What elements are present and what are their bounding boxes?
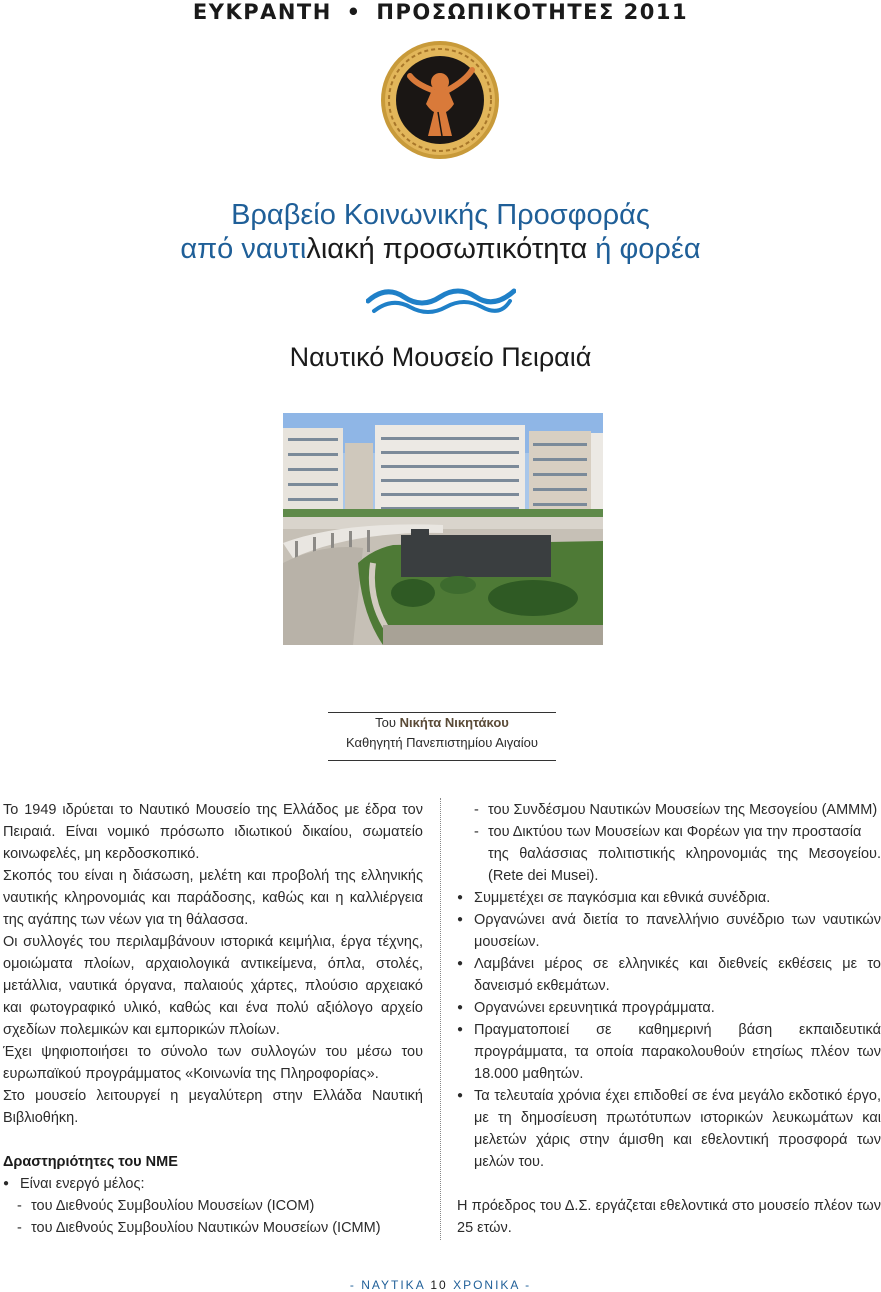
author-bottom-rule bbox=[328, 760, 556, 761]
header-right: ΠΡΟΣΩΠΙΚΟΤΗΤΕΣ 2011 bbox=[376, 0, 689, 24]
list-item: - του Διεθνούς Συμβουλίου Μουσείων (ICOM) bbox=[17, 1195, 423, 1217]
wave-ornament-icon bbox=[366, 281, 516, 317]
header-bullet: • bbox=[346, 0, 362, 24]
museum-photo bbox=[283, 413, 603, 645]
award-line-2-end: ή φορέα bbox=[587, 233, 701, 265]
footer-right: ΧΡΟΝΙΚΑ - bbox=[447, 1278, 532, 1292]
list-item-continuation: της θαλάσσιας πολιτιστικής κληρονομιάς της Μεσογείου. (Rete dei Musei). bbox=[488, 846, 881, 884]
award-line-1: Βραβείο Κοινωνικής Προσφοράς bbox=[231, 199, 650, 231]
right-column bbox=[457, 799, 881, 1239]
list-item: ● Οργανώνει ανά διετία το πανελλήνιο συνέδριο των ναυτικών μουσείων. bbox=[457, 909, 881, 953]
list-item: ● Τα τελευταία χρόνια έχει επιδοθεί σε ένα μεγάλο εκδοτικό έργο, με τη δημοσίευση πρωτότυπων ιστορικών λευκωμάτων και μελετών χάρις στην άμισθη και εθελοντική προσφορά των μελών του. bbox=[457, 1085, 881, 1173]
paragraph: Η πρόεδρος του Δ.Σ. εργάζεται εθελοντικά στο μουσείο πλέον των 25 ετών. bbox=[457, 1198, 881, 1236]
author-title: Καθηγητή Πανεπιστημίου Αιγαίου bbox=[345, 735, 539, 750]
award-line-2-middle: λιακή προσωπικότητα bbox=[306, 233, 588, 265]
left-column bbox=[3, 799, 423, 1239]
author-name: Νικήτα Νικητάκου bbox=[399, 715, 509, 730]
paragraph: Στο μουσείο λειτουργεί η μεγαλύτερη στην Ελλάδα Ναυτική Βιβλιοθήκη. bbox=[3, 1088, 423, 1126]
page-footer bbox=[0, 1278, 881, 1292]
header-left: ΕΥΚΡΑΝΤΗ bbox=[192, 0, 332, 24]
list-item: ● Πραγματοποιεί σε καθημερινή βάση εκπαιδευτικά προγράμματα, τα οποία παρακολουθούν ετησίως πλέον των 18.000 μαθητών. bbox=[457, 1019, 881, 1085]
spacer bbox=[457, 1173, 881, 1195]
museum-name: Ναυτικό Μουσείο Πειραιά bbox=[289, 342, 592, 372]
list-item: - του Διεθνούς Συμβουλίου Ναυτικών Μουσείων (ICMM) bbox=[17, 1217, 423, 1239]
author-prefix: Του bbox=[375, 715, 400, 730]
column-divider bbox=[440, 798, 441, 1240]
list-item: - του Συνδέσμου Ναυτικών Μουσείων της Μεσογείου (AMMM) bbox=[474, 799, 881, 821]
award-title bbox=[0, 198, 881, 266]
list-item: ● Είναι ενεργό μέλος: bbox=[3, 1173, 423, 1195]
paragraph: Έχει ψηφιοποιήσει το σύνολο των συλλογών του μέσω του ευρωπαϊκού προγράμματος «Κοινωνία της Πληροφορίας». bbox=[3, 1044, 423, 1082]
paragraph: Σκοπός του είναι η διάσωση, μελέτη και προβολή της ελληνικής ναυτικής κληρονομιάς και παράδοσης, καθώς και η καλλιέργεια της αγάπης των νέων για τη θάλασσα. bbox=[3, 868, 423, 928]
award-line-2 bbox=[0, 232, 881, 266]
list-item: ● Οργανώνει ερευνητικά προγράμματα. bbox=[457, 997, 881, 1019]
list-item: ● Συμμετέχει σε παγκόσμια και εθνικά συνέδρια. bbox=[457, 887, 881, 909]
author-block bbox=[328, 712, 556, 761]
paragraph: Οι συλλογές του περιλαμβάνουν ιστορικά κειμήλια, έργα τέχνης, ομοιώματα πλοίων, αρχαιολογικά αντικείμενα, όπλα, στολές, μετάλλια, ναυτικά όργανα, παλαιούς χάρτες, πλούσιο αρχειακό και φωτογραφικό υλικό, καθώς και ένα πολύ αξιόλογο αρχείο σχεδίων πολεμικών και εμπορικών πλοίων. bbox=[3, 934, 423, 1038]
section-title: Δραστηριότητες του ΝΜΕ bbox=[3, 1154, 178, 1170]
list-item: - του Δικτύου των Μουσείων και Φορέων για την προστασία bbox=[474, 821, 881, 843]
paragraph: Το 1949 ιδρύεται το Ναυτικό Μουσείο της Ελλάδος με έδρα τον Πειραιά. Είναι νομικό πρόσωπο ιδιωτικού δικαίου, σωματείο κοινωφελές, μη κερδοσκοπικό. bbox=[3, 802, 423, 862]
footer-left: - ΝΑΥΤΙΚΑ bbox=[349, 1278, 431, 1292]
award-line-2-start: από ναυτι bbox=[180, 233, 307, 265]
page-number: 10 bbox=[430, 1278, 448, 1292]
author-byline bbox=[328, 713, 556, 733]
page-header bbox=[0, 0, 881, 24]
list-item: ● Λαμβάνει μέρος σε ελληνικές και διεθνείς εκθέσεις με το δανεισμό εκθεμάτων. bbox=[457, 953, 881, 997]
vase-emblem-icon bbox=[380, 40, 500, 160]
